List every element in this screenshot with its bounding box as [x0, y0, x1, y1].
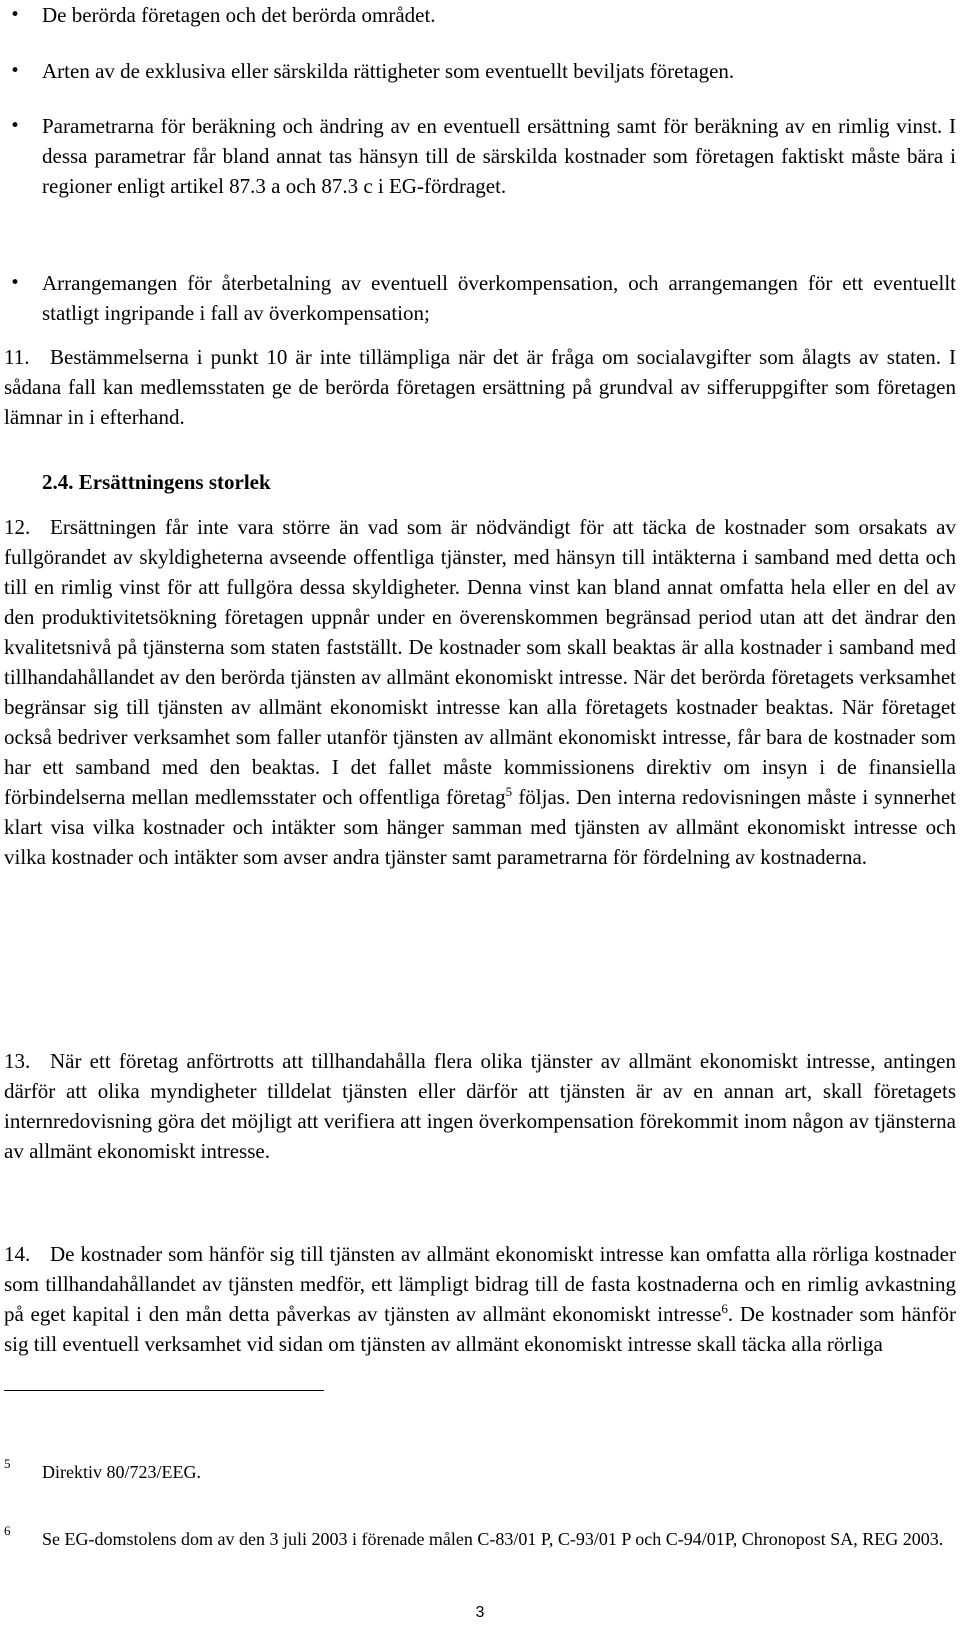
list-item-text: Arten av de exklusiva eller särskilda rättigheter som eventuellt beviljats företagen. — [42, 59, 735, 83]
footnote-divider — [4, 1390, 324, 1391]
list-item-text: De berörda företagen och det berörda området. — [42, 3, 436, 27]
paragraph-text-continued: . De kostnader som hänför sig till eventuell verksamhet vid sidan om tjänsten av allmänt ekonomiskt intresse skall täcka alla rörliga — [4, 1302, 956, 1356]
paragraph-text: Bestämmelserna i punkt 10 är inte tillämpliga när det är fråga om socialavgifter som ålagts av staten. I sådana fall kan medlemsstaten ge de berörda företagen ersättning på grundval av sifferuppgifter som företagen lämnar in i efterhand. — [4, 345, 956, 429]
list-item — [0, 0, 960, 30]
list-item — [0, 268, 960, 328]
list-item-text: Arrangemangen för återbetalning av eventuell överkompensation, och arrangemangen för ett eventuellt statligt ingripande i fall av överkompensation; — [42, 271, 956, 325]
footnote-reference[interactable]: 5 — [505, 784, 513, 799]
bullet-icon: • — [10, 5, 21, 25]
paragraph-12 — [4, 512, 956, 872]
paragraph-text-continued: följas. Den interna redovisningen måste i synnerhet klart visa vilka kostnader och intäkter som hänger samman med tjänsten av allmänt ekonomiskt intresse och vilka kostnader och intäkter som avser andra tjänster samt parametrarna för fördelning av kostnaderna. — [4, 785, 956, 869]
paragraph-14 — [4, 1239, 956, 1359]
footnote-text: Se EG-domstolens dom av den 3 juli 2003 i förenade målen C-83/01 P, C-93/01 P och C-94/01P, Chronopost SA, REG 2003. — [42, 1529, 944, 1549]
list-item — [0, 111, 960, 201]
footnote-6 — [4, 1523, 956, 1553]
paragraph-number: 14. — [4, 1242, 31, 1266]
page-number: 3 — [475, 1604, 485, 1621]
paragraph-number: 11. — [4, 345, 30, 369]
bullet-icon: • — [10, 116, 21, 136]
paragraph-text: När ett företag anförtrotts att tillhandahålla flera olika tjänster av allmänt ekonomiskt intresse, antingen därför att olika myndigheter tilldelat tjänsten eller därför att tjänsten är av en annan art, skall företagets internredovisning göra det möjligt att verifiera att ingen överkompensation förekommit inom någon av tjänsterna av allmänt ekonomiskt intresse. — [4, 1049, 956, 1163]
footnote-text: Direktiv 80/723/EEG. — [42, 1462, 201, 1482]
paragraph-number: 13. — [4, 1049, 31, 1073]
bullet-icon: • — [10, 61, 21, 81]
paragraph-11 — [4, 342, 956, 432]
paragraph-number: 12. — [4, 515, 31, 539]
section-heading: 2.4. Ersättningens storlek — [42, 470, 271, 494]
list-item — [0, 56, 960, 86]
paragraph-text: De kostnader som hänför sig till tjänsten av allmänt ekonomiskt intresse kan omfatta alla rörliga kostnader som tillhandahållandet av tjänsten medför, ett lämpligt bidrag till de fasta kostnaderna och en rimlig avkastning på eget kapital i den mån detta påverkas av tjänsten av allmänt ekonomiskt intresse — [4, 1242, 956, 1326]
footnote-reference[interactable]: 6 — [721, 1301, 728, 1316]
footnote-5 — [4, 1456, 956, 1486]
footnote-mark: 5 — [4, 1456, 11, 1471]
footnote-mark: 6 — [4, 1523, 11, 1538]
paragraph-13 — [4, 1046, 956, 1166]
list-item-text: Parametrarna för beräkning och ändring av en eventuell ersättning samt för beräkning av en rimlig vinst. I dessa parametrar får bland annat tas hänsyn till de särskilda kostnader som företagen faktiskt måste bära i regioner enligt artikel 87.3 a och 87.3 c i EG-fördraget. — [42, 114, 956, 198]
bullet-icon: • — [10, 273, 21, 293]
paragraph-text: Ersättningen får inte vara större än vad som är nödvändigt för att täcka de kostnader som orsakats av fullgörandet av skyldigheterna avseende offentliga tjänster, med hänsyn till intäkterna i samband med detta och till en rimlig vinst för att fullgöra dessa skyldigheter. Denna vinst kan bland annat omfatta hela eller en del av den produktivitetsökning företagen uppnår under en överenskommen begränsad period utan att det ändrar den kvalitetsnivå på tjänsterna som staten fastställt. De kostnader som skall beaktas är alla kostnader i samband med tillhandahållandet av den berörda tjänsten av allmänt ekonomiskt intresse. När det berörda företagets verksamhet begränsar sig till tjänsten av allmänt ekonomiskt intresse kan alla företagets kostnader beaktas. När företaget också bedriver verksamhet som faller utanför tjänsten av allmänt ekonomiskt intresse, får bara de kostnader som har ett samband med den beaktas. I det fallet måste kommissionens direktiv om insyn i de finansiella förbindelserna mellan medlemsstater och offentliga företag — [4, 515, 956, 809]
